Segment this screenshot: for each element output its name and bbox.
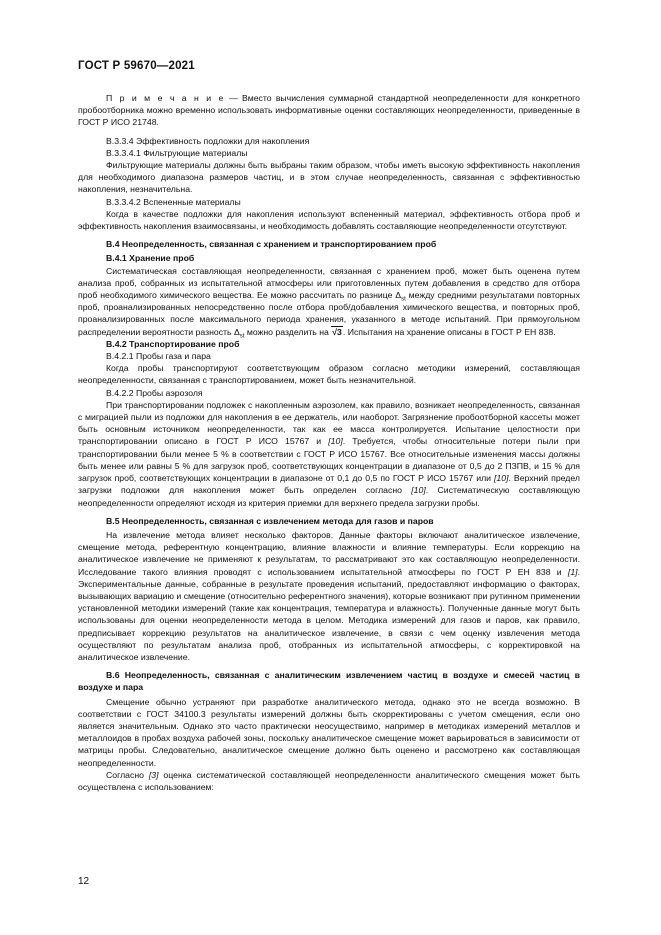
note-label: П р и м е ч а н и е [106, 93, 225, 103]
sqrt-three: √3 [332, 326, 342, 337]
text-run: Согласно [106, 769, 149, 780]
page-number: 12 [78, 876, 90, 887]
heading-b4: В.4 Неопределенность, связанная с хранением и транспортированием проб [106, 239, 437, 250]
subscript-st: st [401, 296, 406, 303]
heading-b4-2: В.4.2 Транспортирование проб [106, 338, 240, 349]
heading-b4-1: В.4.1 Хранение проб [106, 253, 195, 264]
text-run: можно разделить на [244, 326, 332, 337]
reference-link: [10] [494, 473, 509, 484]
text-run: между средними результатами повторных проб, проанализированных непосредственно после отбора проб/добавления химического вещества, и повторных проб, проанализированных после максимального периода хранения, указанного в методе испытаний. При прямоугольном распределении вероятности разность Δ [78, 290, 580, 337]
text-run: . Испытания на хранение описаны в ГОСТ Р ЕН 838. [342, 326, 556, 337]
subscript-st: st [239, 333, 245, 340]
document-body [78, 92, 580, 793]
text-run: оценка систематической составляющей неопределенности аналитического смещения может быть осуществлена с использованием: [78, 769, 580, 792]
reference-link: [10] [411, 485, 426, 496]
heading-b3-3-4: В.3.3.4 Эффективность подложки для накопления [106, 135, 310, 146]
text-run: . Верхний предел загрузки подложки для накопления может быть определен согласно [78, 473, 580, 496]
reference-link: [1] [567, 566, 578, 577]
heading-b3-3-4-2: В.3.3.4.2 Вспененные материалы [106, 196, 241, 207]
paragraph-b4-2-1: Когда пробы транспортируют соответствующим образом согласно методики измерений, составляющая неопределенности, связанная с транспортированием, может быть незначительной. [78, 363, 580, 386]
text-run: . Экспериментальные данные, собранные в результате проведения испытаний, предоставляют информацию о факторах, вызывающих вариацию и смещение (относительно референтного значения), которые возникают при рутинном применении установленной методики измерений (такие как концентрация, температура и влажность). Полученные данные могут быть использованы для оценки неопределенности метода в целом. Методика измерений для газов и паров, как правило, предписывает коррекцию результатов на аналитическое извлечение, в связи с чем оценку извлечения метода осуществляют по результатам анализа проб, отобранных из испытательной атмосферы, с корректировкой на аналитическое извлечение. [78, 566, 580, 662]
standard-header: ГОСТ Р 59670—2021 [78, 60, 195, 72]
paragraph-b3-3-4-1: Фильтрующие материалы должны быть выбраны таким образом, чтобы иметь высокую эффективность накопления для необходимого диапазона размеров частиц, и в этом случае неопределенность, связанная с эффективностью накопления, незначительна. [78, 160, 580, 195]
paragraph-b5 [78, 529, 580, 663]
paragraph-b4-2-2 [78, 399, 580, 509]
reference-link: [10] [328, 436, 343, 447]
text-run: Систематическая составляющая неопределенности, связанная с хранением проб, может быть оценена путем анализа проб, собранных из испытательной атмосферы или приготовленных путем добавления в средство для отбора проб необходимого химического вещества. Ее можно рассчитать по разнице Δ [78, 265, 580, 301]
text-run: При транспортировании подложек с накопленным аэрозолем, как правило, возникает неопределенность, связанная с миграцией пыли из подложки для накопления в ее держатель, или наоборот. Загрязнение пробоотборной кассеты может быть основным источником неопределенности, так как ее масса контролируется. Испытание целостности при транспортировании описано в ГОСТ Р ИСО 15767 и [78, 399, 580, 447]
heading-b6: В.6 Неопределенность, связанная с аналитическим извлечением частиц в воздухе и смесей частиц в воздухе и пара [78, 670, 580, 693]
text-run: На извлечение метода влияет несколько факторов. Данные факторы включают аналитическое извлечение, смещение метода, референтную концентрацию, влияние влажности и влияние температуры. Если коррекцию на аналитическое извлечение не применяют к результатам, то рассматривают это как составляющую неопределенности. Исследование такого влияния проводят с использованием испытательной атмосферы по ГОСТ Р ЕН 838 и [78, 529, 580, 577]
paragraph-b4-1 [78, 265, 580, 338]
note-text: — Вместо вычисления суммарной стандартной неопределенности для конкретного пробоотборника можно временно использовать информативные оценки составляющих неопределенности, приведенные в ГОСТ Р ИСО 21748. [78, 93, 580, 128]
paragraph-b6-a: Смещение обычно устраняют при разработке аналитического метода, однако это не всегда возможно. В соответствии с ГОСТ 34100.3 результаты измерений должны быть скорректированы с учетом смещения, если оно является значительным. Однако это часто практически неосуществимо, например в методиках измерений металлов и металлоидов в пробах воздуха рабочей зоны, поскольку аналитическое смещение может варьироваться в зависимости от матрицы пробы. Следовательно, аналитическое смещение должно быть оценено и рассмотрено как составляющая неопределенности. [78, 696, 580, 768]
heading-b5: В.5 Неопределенность, связанная с извлечением метода для газов и паров [106, 515, 434, 526]
text-run: . Систематическую составляющую неопределенности определяют исходя из критерия приемки для верхнего предела загрузки пробы. [78, 485, 581, 508]
reference-link: [3] [148, 769, 159, 780]
heading-b4-2-1: В.4.2.1 Пробы газа и пара [106, 351, 211, 362]
heading-b4-2-2: В.4.2.2 Пробы аэрозоля [106, 387, 203, 398]
paragraph-b3-3-4-2: Когда в качестве подложки для накопления используют вспененный материал, эффективность отбора проб и эффективность накопления взаимосвязаны, и необходимость добавлять составляющие неопределенности отсутствуют. [78, 208, 580, 232]
text-run: . Требуется, чтобы относительные потери пыли при транспортировании были менее 5 % в соответствии с ГОСТ Р ИСО 15767. Все относительные изменения массы должны быть менее или равны 5 % для загрузок проб, соответствующих концентрации в диапазоне от 0,5 до 2 ПЗПВ, и 15 % для загрузок проб, соответствующих концентрации в диапазоне от 0,1 до 0,5 по ГОСТ Р ИСО 15767 или [78, 436, 580, 484]
heading-b3-3-4-1: В.3.3.4.1 Фильтрующие материалы [106, 147, 248, 158]
paragraph-b6-b [78, 769, 580, 793]
note-paragraph [78, 92, 580, 129]
